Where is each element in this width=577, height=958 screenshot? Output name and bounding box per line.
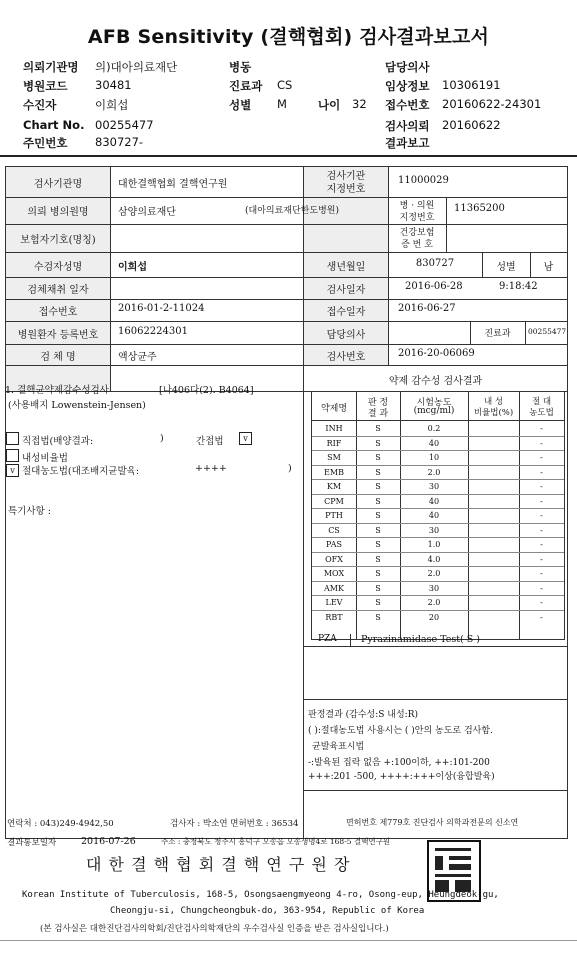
ast-cell-abs: - <box>540 540 543 549</box>
direct-method-close: ) <box>160 433 164 444</box>
ast-cell-result: S <box>375 598 381 607</box>
ast-header-abs2: 농도법 <box>529 408 554 418</box>
receipt-label: 접수번호 <box>385 98 430 112</box>
ast-cell-abs: - <box>540 511 543 520</box>
ast-cell-result: S <box>375 467 381 477</box>
remarks-label: 특기사항 : <box>8 506 51 517</box>
culture-medium: (사용배지 Lowenstein-Jensen) <box>8 400 146 411</box>
ast-cell-result: S <box>375 540 381 549</box>
ast-cell-result: S <box>375 424 381 433</box>
absolute-method-growth: ++++ <box>195 463 227 474</box>
clinical-label: 임상정보 <box>385 79 430 93</box>
test-date-value: 2016-06-28 <box>405 281 463 292</box>
pza-label: PZA <box>318 634 337 644</box>
ast-cell-conc: 40 <box>428 511 440 520</box>
specimen-label: 검 체 명 <box>40 352 76 363</box>
contact-info: 연락처 : 043)249-4942,50 <box>7 819 114 829</box>
ast-cell-abs: - <box>540 569 543 578</box>
ast-cell-abs: - <box>540 482 543 491</box>
absolute-method-close: ) <box>288 463 292 474</box>
chart-label: Chart No. <box>23 118 85 132</box>
lab-name-value: 대한결핵협회 결핵연구원 <box>118 179 228 190</box>
organization-name: 대 한 결 핵 협 회 결 핵 연 구 원 장 <box>86 855 351 874</box>
ast-cell-conc: 0.2 <box>427 424 441 433</box>
bottom-rule <box>0 940 577 941</box>
ast-cell-drug: CS <box>328 525 340 535</box>
ast-cell-abs: - <box>540 496 543 506</box>
ast-cell-drug: AMK <box>324 583 344 593</box>
examinee-label: 수검자성명 <box>33 262 83 273</box>
report-title: AFB Sensitivity (결핵협회) 검사결과보고서 <box>87 26 490 48</box>
patient-reg-value: 16062224301 <box>118 326 188 337</box>
ast-cell-abs: - <box>540 453 543 462</box>
ast-cell-result: S <box>375 511 381 520</box>
birthdate-label: 생년월일 <box>326 262 366 273</box>
ast-header-result: 결 과 <box>367 409 389 419</box>
department-value: 00255477 <box>528 327 567 336</box>
hospital-designation-label2: 지정번호 <box>399 213 435 223</box>
ast-cell-abs: - <box>540 612 543 622</box>
lab-designation-value: 11000029 <box>398 175 449 186</box>
patient-label: 수진자 <box>23 98 57 112</box>
ast-header-abs: 절 대 <box>531 397 552 407</box>
examiner-info: 검사자 : 박소연 면허번호 : 36534 <box>170 819 299 829</box>
inst-label: 의뢰기관명 <box>23 60 79 74</box>
request-label: 검사의뢰 <box>385 119 430 133</box>
ast-cell-abs: - <box>540 525 543 535</box>
referring-hospital-alt: (대아의료재단한도병원) <box>245 206 339 216</box>
rrn-value: 830727- <box>95 135 144 149</box>
absolute-method-label: 절대농도법(대조배지균발육: <box>22 466 140 477</box>
ast-cell-result: S <box>375 496 381 506</box>
patient-value: 이희섭 <box>95 98 129 112</box>
request-value: 20160622 <box>442 118 501 132</box>
ast-cell-abs: - <box>540 467 543 477</box>
test-date-label: 검사일자 <box>326 285 366 296</box>
ast-header-conc-unit: (mcg/ml) <box>413 406 455 416</box>
dept-label: 진료과 <box>229 79 263 93</box>
ast-cell-result: S <box>375 612 381 622</box>
clinical-value: 10306191 <box>442 78 501 92</box>
ast-cell-result: S <box>375 583 381 593</box>
received-date-value: 2016-06-27 <box>398 303 456 314</box>
hospital-designation-value: 11365200 <box>454 203 505 214</box>
department-label: 진료과 <box>484 329 511 339</box>
ast-cell-result: S <box>375 569 381 578</box>
chart-value: 00255477 <box>95 118 154 132</box>
ast-cell-drug: INH <box>325 424 343 433</box>
insurance-number-label2: 증 번 호 <box>401 240 433 250</box>
doctor-info: 면허번호 제779호 진단검사 의학과전문의 신소연 <box>346 818 519 827</box>
ast-cell-drug: CPM <box>324 496 344 506</box>
pza-value: Pyrazinamidase Test( S ) <box>361 634 480 645</box>
test-number-label: 검사번호 <box>326 352 366 363</box>
report-label: 결과보고 <box>385 136 430 150</box>
ast-header-resist: 내 성 <box>483 397 504 407</box>
sex-value: M <box>277 97 287 111</box>
attending-label: 담당의사 <box>326 330 366 341</box>
ast-cell-conc: 1.0 <box>427 540 441 549</box>
sex-label: 성별 <box>229 98 252 112</box>
ward-label: 병동 <box>229 60 252 74</box>
examinee-value: 이희섭 <box>118 262 147 273</box>
lab-name-label: 검사기관명 <box>33 179 83 190</box>
ast-cell-abs: - <box>540 583 543 593</box>
rrn-label: 주민번호 <box>23 136 68 150</box>
ast-cell-result: S <box>375 525 381 535</box>
direct-method-label: 직접법(배양결과: <box>22 436 94 447</box>
hospital-designation-label: 병 · 의원 <box>399 201 435 211</box>
lab-designation-label: 검사기관 <box>326 171 366 182</box>
receipt-value: 20160622-24301 <box>442 97 542 111</box>
ast-cell-drug: KM <box>326 482 342 491</box>
direct-method-checkbox[interactable] <box>6 432 19 445</box>
absolute-method-checkbox[interactable]: v <box>6 464 19 477</box>
patient-reg-label: 병원환자 등록번호 <box>17 330 99 341</box>
ast-cell-drug: MOX <box>323 569 345 578</box>
ast-cell-abs: - <box>540 598 543 607</box>
address-en-line1: Korean Institute of Tuberculosis, 168-5, Osongsaengmyeong 4-ro, Osong-eup, Heungdeok-gu, <box>22 890 499 900</box>
ast-cell-result: S <box>375 482 381 491</box>
certification-note: (본 검사실은 대한진단검사의학회/진단검사의학재단의 우수검사실 인증을 받은 검사실입니다.) <box>40 924 389 934</box>
interp-line3: 균발육표시법 <box>312 742 365 752</box>
gender-value: 남 <box>543 262 554 273</box>
ast-cell-drug: RIF <box>326 438 342 448</box>
test-number-value: 2016-20-06069 <box>398 348 475 359</box>
report-date-value: 2016-07-26 <box>81 836 136 847</box>
ast-cell-conc: 30 <box>428 525 440 535</box>
birthdate-value: 830727 <box>415 258 455 269</box>
ast-header-drug: 약제명 <box>320 404 348 414</box>
indirect-method-checkbox[interactable]: v <box>239 432 252 445</box>
ast-cell-drug: PAS <box>326 540 342 549</box>
received-date-label: 접수일자 <box>326 307 366 318</box>
ast-cell-result: S <box>375 438 381 448</box>
ast-cell-abs: - <box>540 424 543 433</box>
ast-cell-result: S <box>375 554 381 564</box>
age-value: 32 <box>352 97 367 111</box>
collection-date-label: 검체채취 일자 <box>27 285 89 296</box>
dept-value: CS <box>277 78 293 92</box>
insurer-label: 보험자기호(명칭) <box>20 235 96 246</box>
ast-cell-conc: 2.0 <box>427 598 441 607</box>
ast-header-conc: 시험농도 <box>416 398 452 408</box>
referring-hospital-value: 삼양의료재단 <box>118 207 176 218</box>
test-time-value: 9:18:42 <box>499 281 538 292</box>
interp-line2: ( ):절대농도법 사용시는 ( )안의 농도로 검사함. <box>308 726 493 736</box>
result-sheet <box>5 166 568 839</box>
ast-cell-conc: 40 <box>428 438 440 448</box>
ast-cell-conc: 30 <box>428 583 440 593</box>
ast-cell-conc: 2.0 <box>427 467 441 477</box>
proportion-method-checkbox[interactable] <box>6 449 19 462</box>
ast-cell-abs: - <box>540 554 543 564</box>
ast-table <box>311 391 565 640</box>
insurance-number-label: 건강보험 <box>399 228 435 238</box>
proportion-method-label: 내성비율법 <box>22 453 68 464</box>
referring-hospital-label: 의뢰 병의원명 <box>27 207 89 218</box>
test-method-title: 1. 결핵균약제감수성검사 <box>5 385 109 396</box>
specimen-value: 액상균주 <box>118 352 157 363</box>
hosp-code-value: 30481 <box>95 78 132 92</box>
ast-cell-abs: - <box>540 438 543 448</box>
ast-cell-drug: SM <box>327 453 341 462</box>
age-label: 나이 <box>318 98 341 112</box>
ast-cell-result: S <box>375 453 381 462</box>
ast-header-judge: 판 정 <box>367 398 389 408</box>
interp-title: 판정결과 (감수성:S 내성:R) <box>308 710 418 720</box>
gender-label: 성별 <box>496 262 516 273</box>
ast-cell-drug: RBT <box>325 612 343 622</box>
ast-cell-conc: 2.0 <box>427 569 441 578</box>
ast-cell-conc: 30 <box>428 482 440 491</box>
lab-designation-label2: 지정번호 <box>326 184 366 195</box>
doctor-label: 담당의사 <box>385 60 430 74</box>
inst-value: 의)대아의료재단 <box>95 60 178 74</box>
ast-cell-conc: 10 <box>428 453 440 462</box>
ast-cell-drug: OFX <box>325 554 343 564</box>
ast-cell-drug: PTH <box>325 511 343 520</box>
address-kr: 주소 : 충청북도 청주시 흥덕구 오송읍 오송생명4로 168-5 결핵연구원 <box>161 837 391 846</box>
interp-line5: +++:201 -500, ++++:+++이상(융합발육) <box>308 772 495 782</box>
test-method-code: [나406다(2). B4064] <box>159 385 254 396</box>
interp-line4: -:발육된 집락 없음 +:100이하, ++:101-200 <box>308 758 490 768</box>
ast-cell-conc: 4.0 <box>427 554 441 564</box>
accession-value: 2016-01-2-11024 <box>118 303 205 314</box>
ast-title: 약제 감수성 검사결과 <box>388 376 483 387</box>
ast-cell-drug: LEV <box>325 598 343 607</box>
ast-cell-conc: 20 <box>428 612 440 622</box>
indirect-method-label: 간접법 <box>196 436 224 447</box>
report-date-label: 결과통보일자 <box>7 838 57 848</box>
hosp-code-label: 병원코드 <box>23 79 68 93</box>
header-divider <box>0 155 577 157</box>
ast-header-ratio: 비율법(%) <box>473 408 514 418</box>
ast-cell-conc: 40 <box>428 496 440 506</box>
ast-cell-drug: EMB <box>324 467 344 477</box>
accession-label: 접수번호 <box>38 307 78 318</box>
address-en-line2: Cheongju-si, Chungcheongbuk-do, 363-954, Republic of Korea <box>110 906 425 916</box>
